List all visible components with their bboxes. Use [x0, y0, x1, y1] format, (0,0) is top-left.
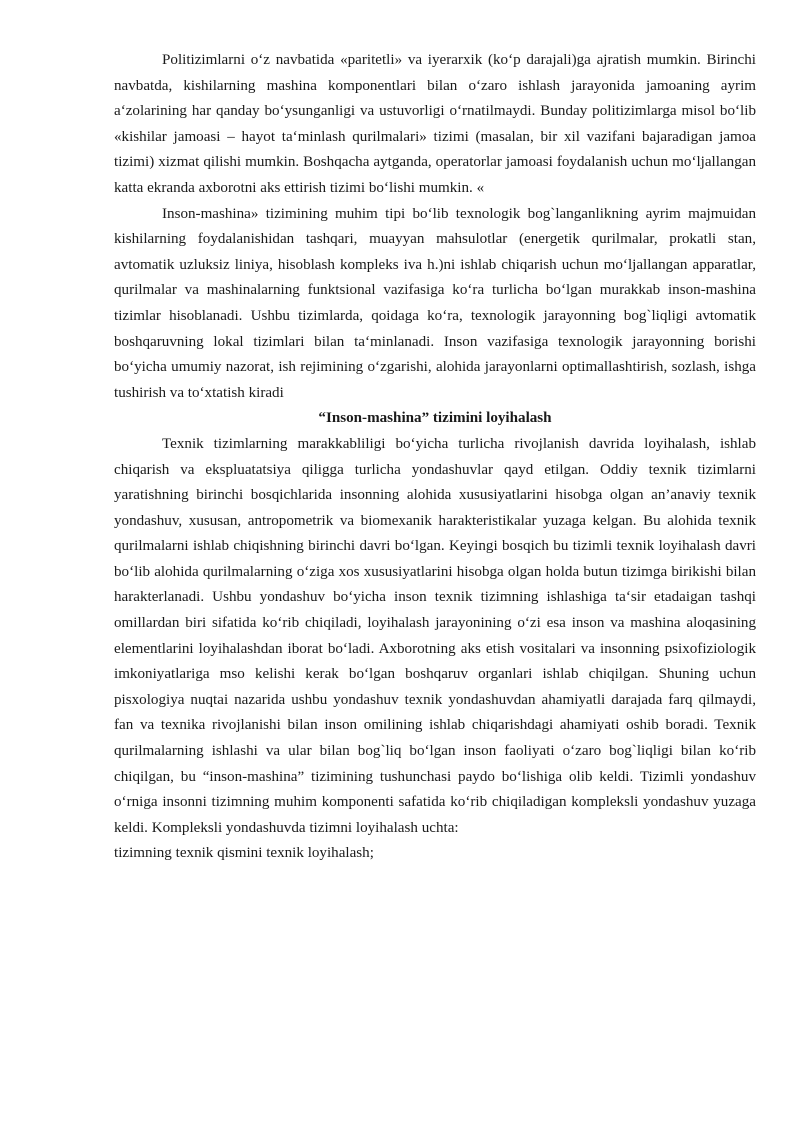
- paragraph-politizimlar: Politizimlarni o‘z navbatida «paritetli» va iyerarxik (ko‘p darajali)ga ajratish mumkin. Birinchi navbatda, kishilarning mashina komponentlari bilan o‘zaro ishlash jarayonida jamoaning ayrim a‘zolarining har qanday bo‘ysunganligi va ustuvorligi o‘rnatilmaydi. Bunday politizimlarga misol bo‘lib «kishilar jamoasi – hayot ta‘minlash qurilmalari» tizimi (masalan, bir xil vazifani bajaradigan jamoa tizimi) xizmat qilishi mumkin. Boshqacha aytganda, operatorlar jamoasi foydalanish uchun mo‘ljallangan katta ekranda axborotni aks ettirish tizimi bo‘lishi mumkin. «: [114, 52, 756, 196]
- section-heading: “Inson-mashina” tizimini loyihalash: [318, 410, 552, 427]
- paragraph-design-approaches: Texnik tizimlarning marakkabliligi bo‘yicha turlicha rivojlanish davrida loyihalash, ishlab chiqarish va ekspluatatsiya qiligga turlicha yondashuvlar qayd etilgan. Oddiy texnik tizimlarni yaratishning birinchi bosqichlarida insonning alohida xususiyatlarini hisobga olgan an’anaviy texnik yondashuv, xususan, antropometrik va biomexanik harakteristikalar yuzaga kelgan. Bu alohida texnik qurilmalarni ishlab chiqishning birinchi davri bo‘lgan. Keyingi bosqich bu tizimli texnik loyihalash davri bo‘lib alohida qurilmalarning o‘ziga xos xususiyatlarini hisobga olgan holda butun tizimga birikishi bilan harakterlanadi. Ushbu yondashuv bo‘yicha inson texnik tizimning ishlashiga ta‘sir etadaigan tashqi omillardan biri sifatida ko‘rib chiqiladi, loyihalash jarayonining o‘zi esa inson va mashina aloqasining elementlarini loyihalashdan iborat bo‘ladi. Axborotning aks etish vositalari va insonning psixofiziologik imkoniyatlariga mso kelishi kerak bo‘lgan boshqaruv organlari ishlab chiqilgan. Shuning uchun pisxologiya nuqtai nazarida ushbu yondashuv texnik yondashuvdan ahamiyatli darajada farq qilmaydi, fan va texnika rivojlanishi bilan inson omilining ishlab chiqarishdagi ahamiyati oshib boradi. Texnik qurilmalarning ishlashi va ular bilan bog`liq bo‘lgan inson faoliyati o‘zaro bog`liqligi bilan ko‘rib chiqilgan, bu “inson-mashina” tizimining tushunchasi paydo bo‘lishiga olib keldi. Tizimli yondashuv o‘rniga insonni tizimning muhim komponenti safatida ko‘rib chiqiladigan kompleksli yondashuv yuzaga keldi. Kompleksli yondashuvda tizimni loyihalash uchta:: [114, 435, 756, 836]
- paragraph-inson-mashina-types: Inson-mashina» tizimining muhim tipi bo‘lib texnologik bog`langanlikning ayrim majmuidan kishilarning foydalanishidan tashqari, muayyan mahsulotlar (energetik qurilmalar, prokatli stan, avtomatik uzluksiz liniya, hisoblash kompleks iva h.)ni ishlab chiqarish uchun mo‘ljallangan apparatlar, qurilmalar va mashinalarning funktsional vazifasiga ko‘ra turlicha bo‘lgan murakkab inson-mashina tizimlar hisoblanadi. Ushbu tizimlarda, qoidaga ko‘ra, texnologik jarayonning bog`liqligi avtomatik boshqaruvning lokal tizimlari bilan ta‘minlanadi. Inson vazifasiga texnologik jarayonning borishi bo‘yicha umumiy nazorat, ish rejimining o‘zgarishi, alohida jarayonlarni optimallashtirish, sozlash, ishga tushirish va to‘xtatish kiradi: [114, 205, 756, 401]
- list-item-technical-design: tizimning texnik qismini texnik loyihalash;: [114, 845, 374, 862]
- document-page: [114, 48, 756, 867]
